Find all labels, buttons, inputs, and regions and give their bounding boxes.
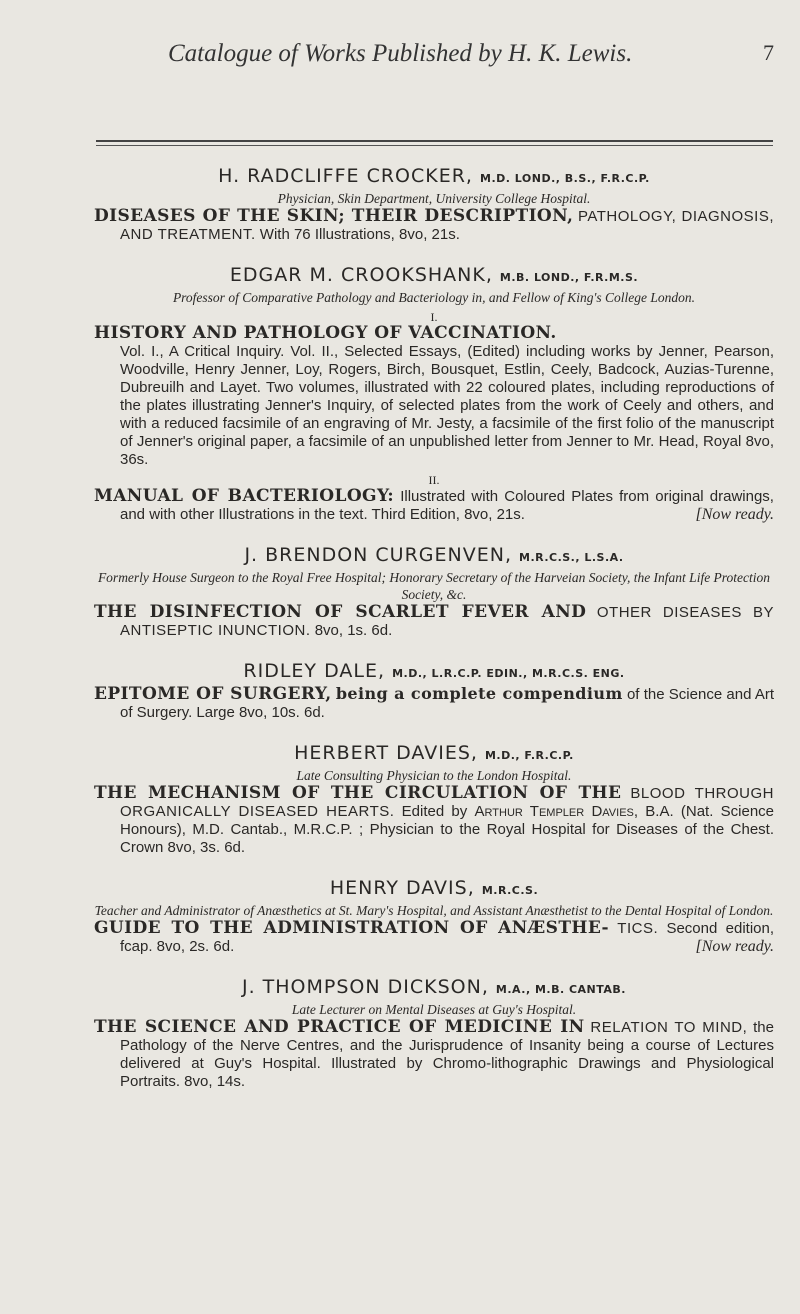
book-entry	[94, 919, 774, 956]
book-details: Illustrated with Coloured Plates from original drawings, and with other Illustrations in the text. Third Edition, 8vo, 21s.	[120, 488, 774, 523]
header-rule-thin	[96, 145, 773, 146]
entry-davies	[94, 742, 774, 857]
author-degrees: M.D., F.R.C.P.	[484, 749, 574, 762]
header-rule-thick	[96, 140, 773, 142]
author-text: HERBERT DAVIES,	[294, 742, 478, 764]
book-entry	[94, 1018, 774, 1091]
ready-note: [Now ready.	[695, 938, 774, 955]
entry-crookshank	[94, 264, 774, 524]
book-details: Second edition, fcap. 8vo, 2s. 6d.	[120, 920, 775, 955]
volume-numeral: II.	[428, 473, 440, 487]
book-details: 8vo, 1s. 6d.	[314, 622, 393, 639]
ready-note: [Now ready.	[695, 506, 774, 523]
book-title: THE MECHANISM OF THE CIRCULATION OF THE	[94, 783, 622, 803]
book-title: HISTORY AND PATHOLOGY OF VACCINATION.	[94, 323, 557, 343]
author-name	[94, 877, 774, 902]
author-text: EDGAR M. CROOKSHANK,	[229, 264, 493, 286]
editor-name: Arthur Templer Davies,	[474, 803, 639, 820]
author-role: Professor of Comparative Pathology and Bacteriology in, and Fellow of King's College London.	[172, 290, 696, 305]
author-role: Formerly House Surgeon to the Royal Free Hospital; Honorary Secretary of the Harveian Society, the Infant Life Protection Society, &c.	[97, 570, 771, 602]
book-title: MANUAL OF BACTERIOLOGY:	[94, 486, 395, 506]
book-details: Vol. I., A Critical Inquiry. Vol. II., Selected Essays, (Edited) including works by Jenner, Pearson, Woodville, Henry Jenner, Loy, Rogers, Birch, Bousquet, Estlin, Ceely, Badcock, Auzias-Turenne, Dubreuilh and Layet. Two volumes, illustrated with 22 coloured plates, including reproductions of the plates illustrating Jenner's Inquiry, of selected plates from the work of Ceely and others, and with a reduced facsimile of an engraving of Mr. Jesty, a facsimile of the first folio of the manuscript of Jenner's original paper, a facsimile of an unpublished letter from Jenner to Mr. Head, Royal 8vo, 36s.	[120, 343, 774, 468]
book-entry	[94, 324, 774, 469]
author-degrees: M.B. LOND., F.R.M.S.	[499, 271, 639, 284]
author-text: RIDLEY DALE,	[243, 660, 386, 682]
book-title-continued: TICS.	[617, 920, 659, 937]
book-title-continued: being a complete compendium	[335, 684, 623, 703]
book-title: THE SCIENCE AND PRACTICE OF MEDICINE IN	[94, 1017, 585, 1037]
author-role: Physician, Skin Department, University College Hospital.	[277, 191, 591, 206]
book-title: THE DISINFECTION OF SCARLET FEVER AND	[94, 602, 587, 622]
author-name	[94, 660, 774, 685]
author-name	[94, 264, 774, 289]
author-role: Late Lecturer on Mental Diseases at Guy's Hospital.	[291, 1002, 577, 1017]
running-head	[0, 40, 800, 84]
author-degrees: M.R.C.S.	[481, 884, 539, 897]
author-role: Teacher and Administrator of Anæsthetics at St. Mary's Hospital, and Assistant Anæsthetist to the Dental Hospital of London.	[94, 903, 774, 918]
volume-numeral: I.	[430, 310, 438, 324]
book-entry	[94, 207, 774, 244]
author-text: J. THOMPSON DICKSON,	[241, 976, 489, 998]
author-degrees: M.A., M.B. CANTAB.	[495, 983, 626, 996]
author-role: Late Consulting Physician to the London Hospital.	[296, 768, 572, 783]
entry-davis	[94, 877, 774, 956]
running-title: Catalogue of Works Published by H. K. Lewis.	[168, 40, 633, 67]
entry-dale	[94, 660, 774, 722]
book-title: GUIDE TO THE ADMINISTRATION OF ANÆSTHE-	[94, 918, 609, 938]
author-name	[94, 544, 774, 569]
catalogue-entries	[94, 165, 774, 1091]
author-text: H. RADCLIFFE CROCKER,	[218, 165, 473, 187]
entry-crocker	[94, 165, 774, 244]
book-title-continued: BLOOD THROUGH ORGANICALLY DISEASED HEARTS.	[120, 785, 774, 820]
page-number: 7	[763, 40, 774, 65]
entry-dickson	[94, 976, 774, 1091]
book-details: of the Science and Art of Surgery. Large 8vo, 10s. 6d.	[120, 686, 774, 721]
book-details: the Pathology of the Nerve Centres, and the Jurisprudence of Insanity being a course of Lectures delivered at Guy's Hospital. Illustrated by Chromo-lithographic Drawings and Physiological Portraits. 8vo, 14s.	[120, 1019, 774, 1090]
author-name	[94, 165, 774, 190]
author-text: HENRY DAVIS,	[329, 877, 475, 899]
book-title: DISEASES OF THE SKIN; THEIR DESCRIPTION,	[94, 206, 574, 226]
book-title: EPITOME OF SURGERY,	[94, 684, 332, 704]
author-degrees: M.R.C.S., L.S.A.	[519, 551, 624, 564]
author-name	[94, 742, 774, 767]
book-entry	[94, 487, 774, 524]
book-entry	[94, 784, 774, 857]
author-degrees: M.D. LOND., B.S., F.R.C.P.	[480, 172, 650, 185]
book-title-continued: PATHOLOGY, DIAGNOSIS, AND TREATMENT.	[120, 208, 774, 243]
book-details: With 76 Illustrations, 8vo, 21s.	[259, 226, 460, 243]
edited-by: Edited by	[401, 803, 468, 820]
book-title-continued: RELATION TO MIND,	[590, 1019, 748, 1036]
book-entry	[94, 685, 774, 722]
entry-curgenven	[94, 544, 774, 640]
book-details: B.A. (Nat. Science Honours), M.D. Cantab., M.R.C.P. ; Physician to the Royal Hospital for Diseases of the Chest. Crown 8vo, 3s. 6d.	[120, 803, 774, 856]
book-title-continued: OTHER DISEASES BY ANTISEPTIC INUNCTION.	[120, 604, 775, 639]
author-text: J. BRENDON CURGENVEN,	[244, 544, 512, 566]
author-degrees: M.D., L.R.C.P. EDIN., M.R.C.S. ENG.	[392, 667, 625, 680]
author-name	[94, 976, 774, 1001]
book-entry	[94, 603, 774, 640]
